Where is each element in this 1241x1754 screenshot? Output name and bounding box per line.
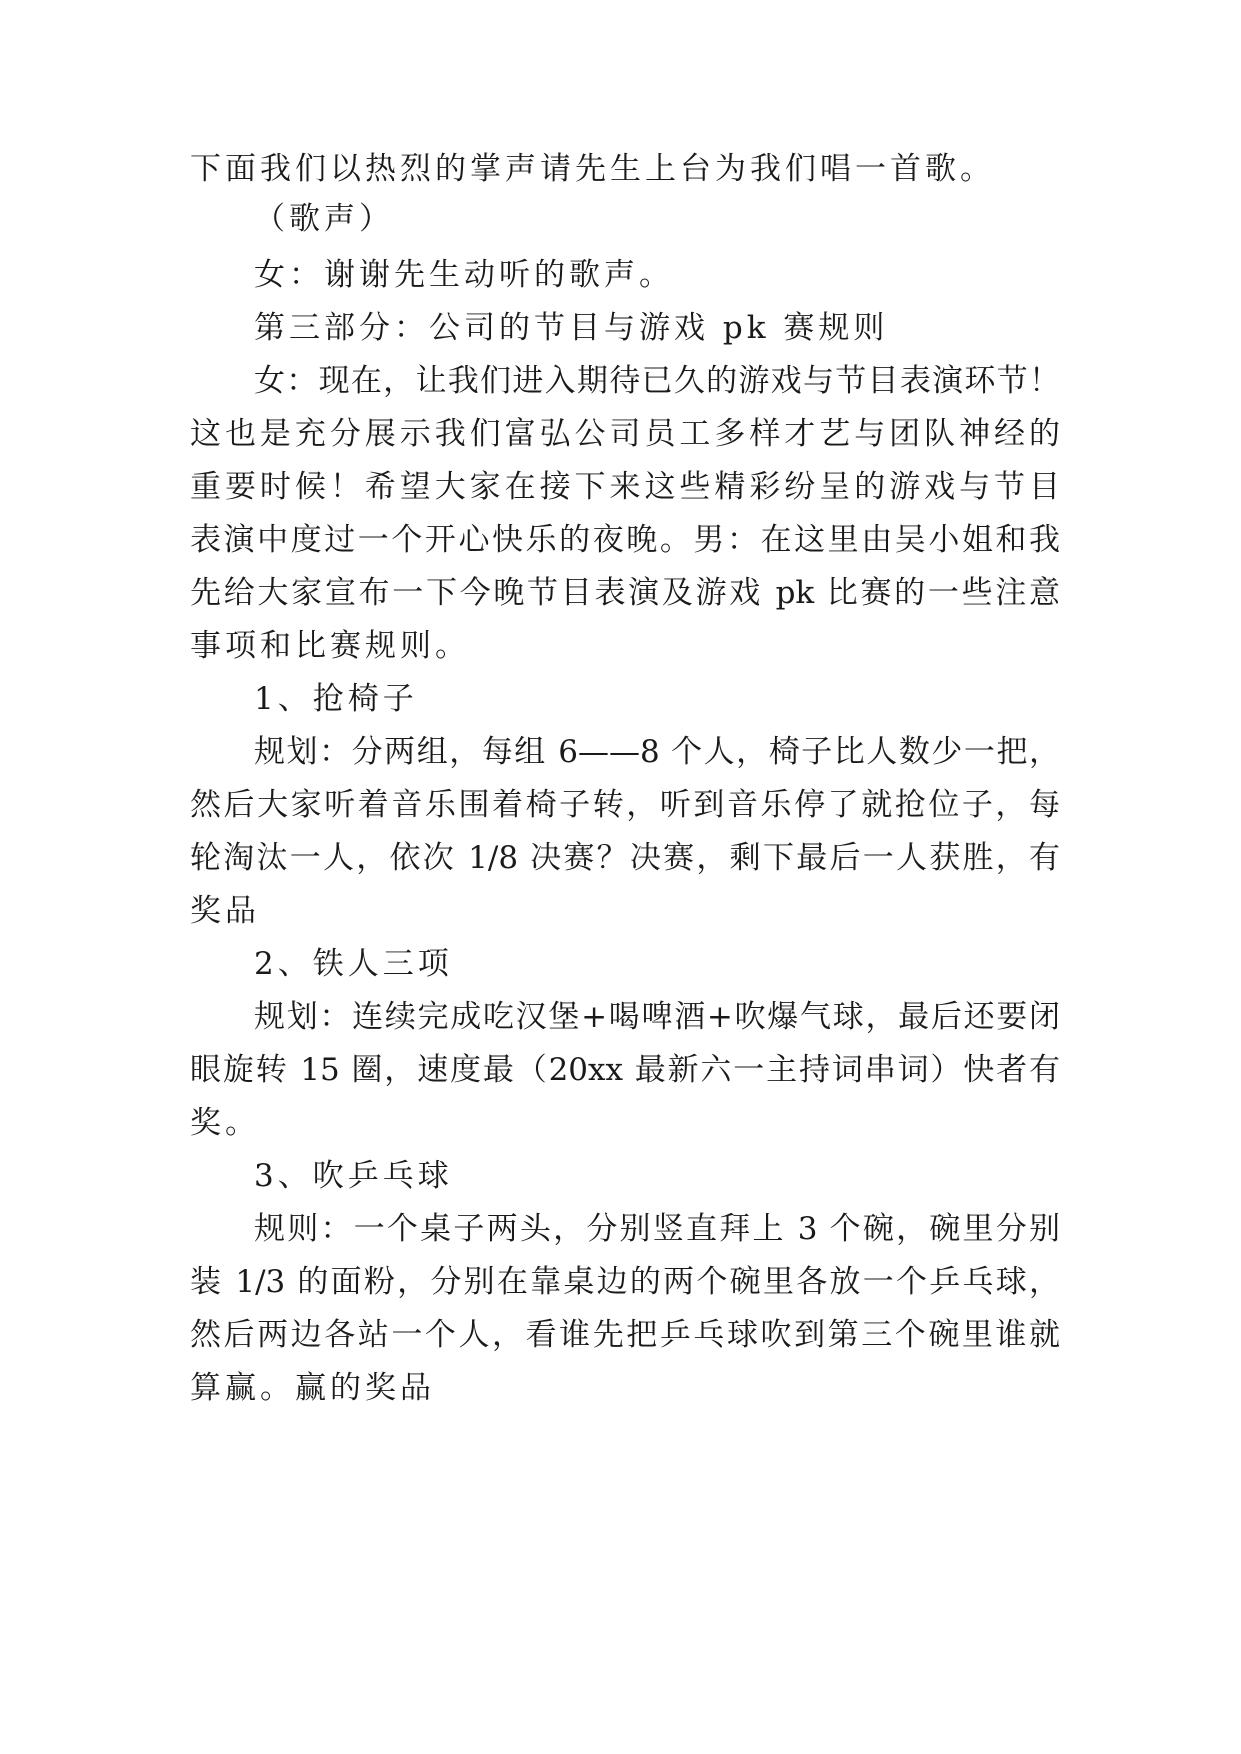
text-line: 女：谢谢先生动听的歌声。 [254, 257, 674, 293]
text-line: 奖品 [190, 893, 260, 929]
text-line: 眼旋转 15 圈，速度最（20xx 最新六一主持词串词）快者有 [190, 1052, 1060, 1088]
text-line: 事项和比赛规则。 [190, 628, 470, 664]
item-heading: 3、吹乒乓球 [254, 1158, 453, 1194]
text-line: 下面我们以热烈的掌声请先生上台为我们唱一首歌。 [190, 151, 995, 187]
text-line: 重要时候！希望大家在接下来这些精彩纷呈的游戏与节目 [190, 469, 1060, 505]
text-line: 表演中度过一个开心快乐的夜晚。男：在这里由吴小姐和我 [190, 522, 1060, 558]
text-line: 规则：一个桌子两头，分别竖直拜上 3 个碗，碗里分别 [254, 1211, 1060, 1247]
text-line: 奖。 [190, 1105, 260, 1141]
item-heading: 2、铁人三项 [254, 946, 453, 982]
text-line: 女：现在，让我们进入期待已久的游戏与节目表演环节！ [254, 363, 1060, 399]
text-line: 然后两边各站一个人，看谁先把乒乓球吹到第三个碗里谁就 [190, 1317, 1060, 1353]
text-line: 这也是充分展示我们富弘公司员工多样才艺与团队神经的 [190, 416, 1060, 452]
text-line: 规划：分两组，每组 6——8 个人，椅子比人数少一把， [254, 734, 1060, 770]
item-heading: 1、抢椅子 [254, 681, 418, 717]
text-line: 轮淘汰一人，依次 1/8 决赛？决赛，剩下最后一人获胜，有 [190, 840, 1060, 876]
text-line: 规划：连续完成吃汉堡+喝啤酒+吹爆气球，最后还要闭 [254, 999, 1060, 1035]
text-line: 然后大家听着音乐围着椅子转，听到音乐停了就抢位子，每 [190, 787, 1060, 823]
section-heading: 第三部分：公司的节目与游戏 pk 赛规则 [254, 310, 889, 346]
text-line: 装 1/3 的面粉，分别在靠桌边的两个碗里各放一个乒乓球， [190, 1264, 1060, 1300]
text-line: 算赢。赢的奖品 [190, 1370, 435, 1406]
text-line: 先给大家宣布一下今晚节目表演及游戏 pk 比赛的一些注意 [190, 575, 1060, 611]
text-line: （歌声） [254, 201, 394, 237]
